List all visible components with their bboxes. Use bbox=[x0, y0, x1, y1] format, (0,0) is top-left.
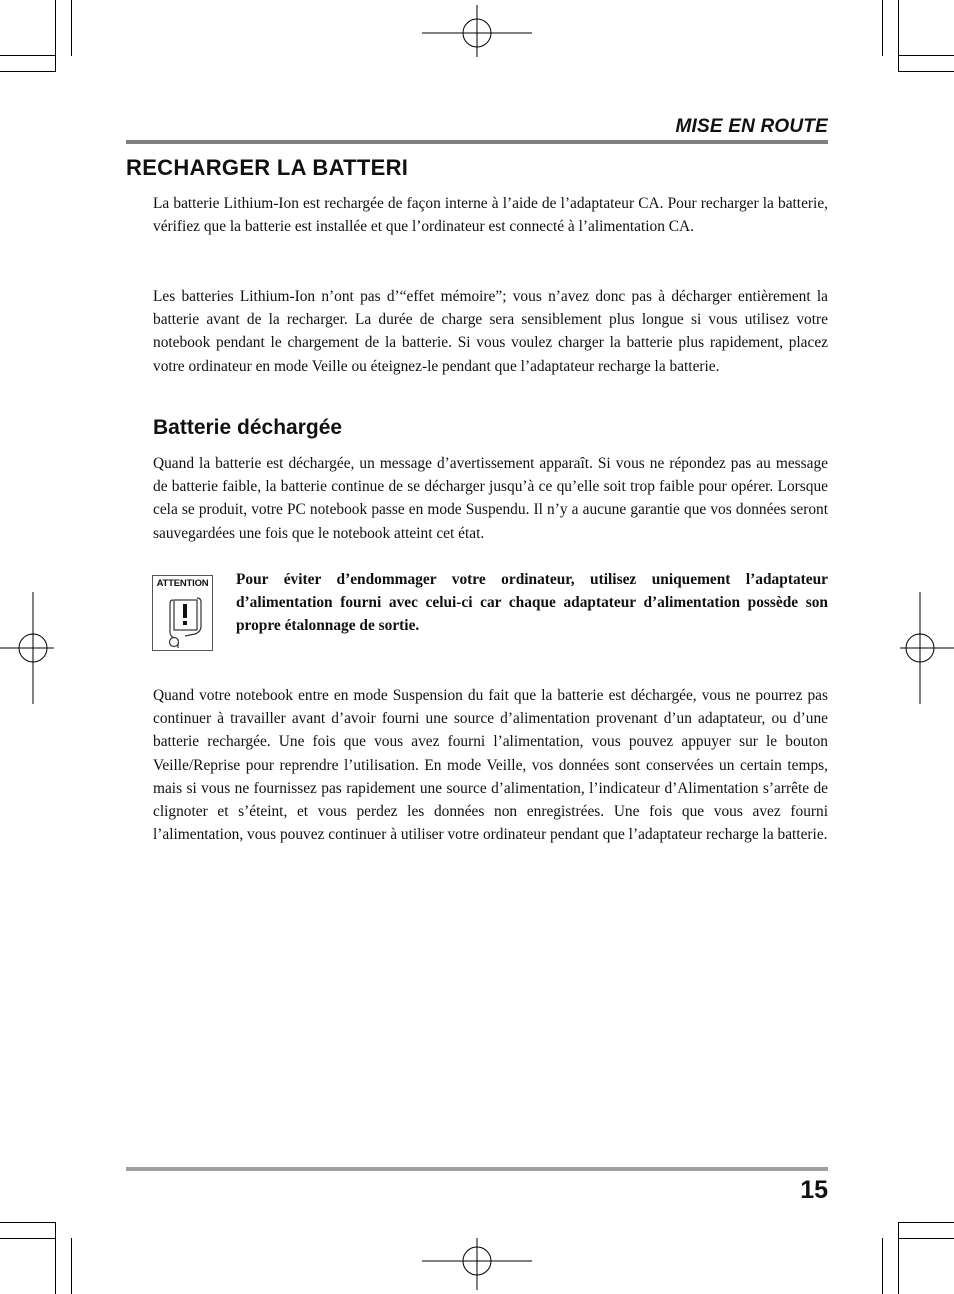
running-header: MISE EN ROUTE bbox=[675, 116, 828, 137]
paragraph: Les batteries Lithium-Ion n’ont pas d’“effet mémoire”; vous n’avez donc pas à décharger entièrement la batterie avant de la recharger. La durée de charge sera sensiblement plus longue si vous utilisez votre notebook pendant le chargement de la batterie. Si vous voulez charger la batterie plus rapidement, placez votre ordinateur en mode Veille ou éteignez-le pendant que l’adaptateur recharge la batterie. bbox=[153, 288, 828, 375]
registration-mark-left bbox=[0, 592, 54, 704]
attention-note-text: Pour éviter d’endommager votre ordinateur, utilisez uniquement l’adaptateur d’alimentation fourni avec celui-ci car chaque adaptateur d’alimentation possède son propre étalonnage de sortie. bbox=[236, 571, 828, 635]
paragraph: La batterie Lithium-Ion est rechargée de façon interne à l’aide de l’adaptateur CA. Pour recharger la batterie, vérifiez que la batterie est installée et que l’ordinateur est connecté à l’alimentation CA. bbox=[153, 195, 828, 236]
page-number: 15 bbox=[800, 1176, 828, 1204]
paragraph: Quand la batterie est déchargée, un message d’avertissement apparaît. Si vous ne répondez pas au message de batterie faible, la batterie continue de se décharger jusqu’à ce qu’elle soit trop faible pour opérer. Lorsque cela se produit, votre PC notebook passe en mode Suspendu. Il n’y a aucune garantie que vos données seront sauvegardées une fois que le notebook atteint cet état. bbox=[153, 455, 828, 542]
attention-warning-icon bbox=[152, 575, 213, 651]
subsection-title: Batterie déchargée bbox=[153, 416, 343, 439]
section-title: RECHARGER LA BATTERI bbox=[126, 155, 409, 180]
exclamation-hand-icon bbox=[153, 576, 214, 652]
paragraph: Quand votre notebook entre en mode Suspension du fait que la batterie est déchargée, vous ne pourrez pas continuer à travailler avant d’avoir fourni une source d’alimentation provenant d’un adaptateur, ou d’une batterie rechargée. Une fois que vous avez fourni l’alimentation, vous pouvez appuyer sur le bouton Veille/Reprise pour reprendre l’utilisation. En mode Veille, vos données sont conservées un certain temps, mais si vous ne fournissez pas rapidement une source d’alimentation, l’indicateur d’Alimentation s’arrête de clignoter et s’éteint, et vous perdez les données non enregistrées. Une fois que vous avez fourni l’alimentation, vous pouvez continuer à utiliser votre ordinateur pendant que l’adaptateur recharge la batterie. bbox=[153, 687, 828, 844]
header-rule bbox=[126, 140, 828, 144]
registration-mark-top bbox=[420, 5, 534, 57]
registration-mark-bottom bbox=[420, 1238, 534, 1290]
footer-rule bbox=[126, 1167, 828, 1171]
registration-mark-right bbox=[900, 592, 954, 704]
attention-label: ATTENTION bbox=[156, 578, 209, 589]
